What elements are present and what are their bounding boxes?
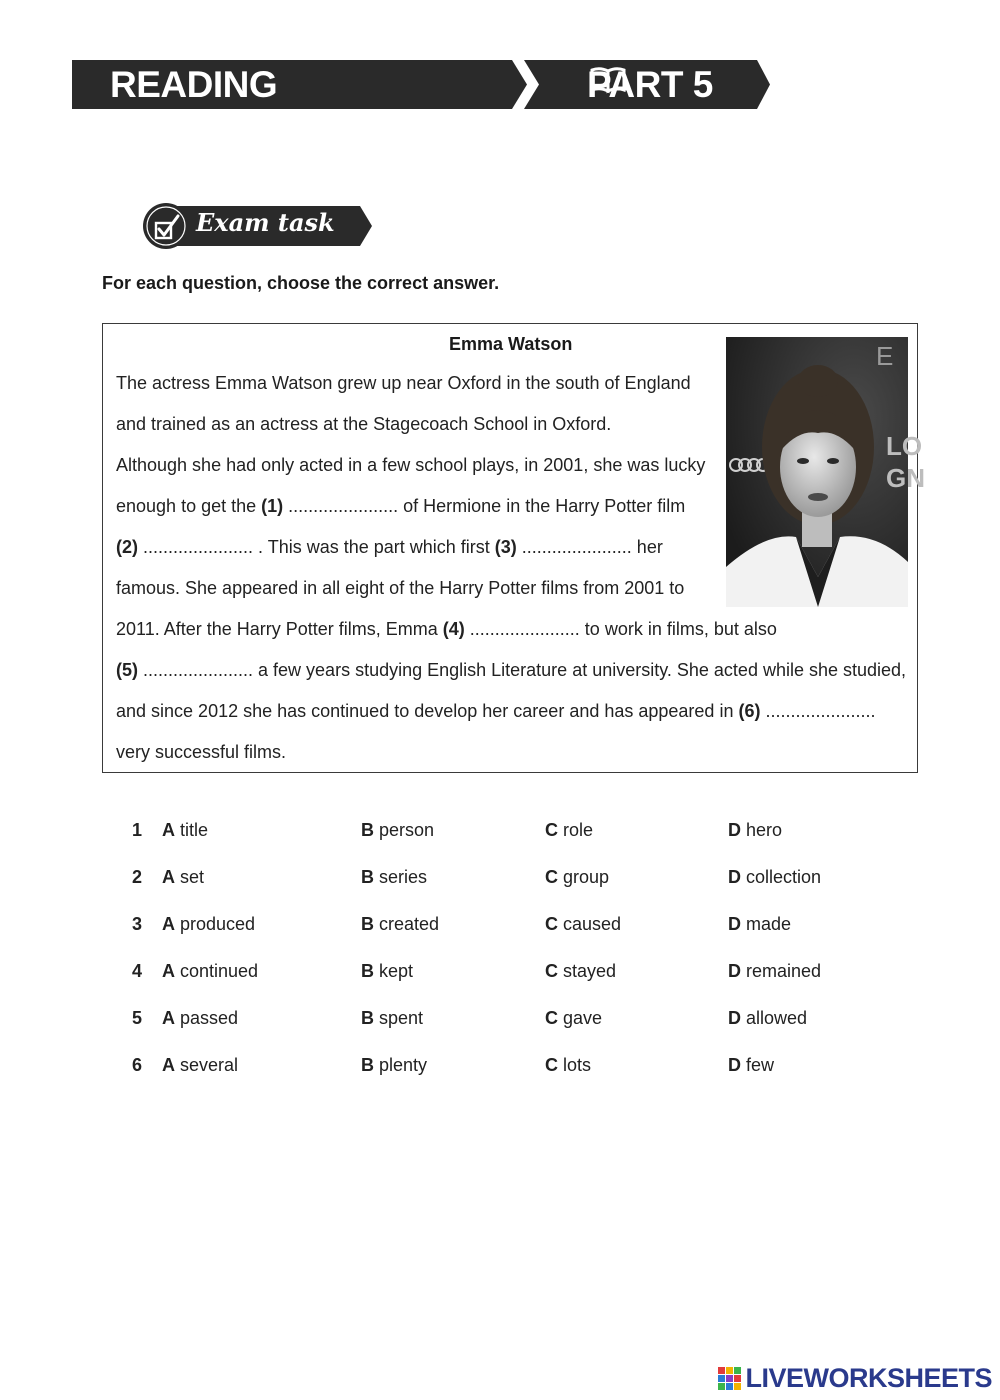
option-word: gave <box>563 1008 603 1028</box>
answer-option[interactable] <box>545 867 609 888</box>
option-word: produced <box>180 914 256 934</box>
article-text: ...................... to work in films, but also <box>464 619 777 639</box>
option-letter: D <box>728 914 741 934</box>
answer-option[interactable] <box>545 1055 591 1076</box>
option-letter: D <box>728 1055 741 1075</box>
question-row <box>130 1055 890 1102</box>
answer-option[interactable] <box>728 914 791 935</box>
option-letter: D <box>728 820 741 840</box>
option-letter: C <box>545 867 558 887</box>
photo-emma-watson <box>726 337 925 607</box>
option-word: caused <box>563 914 622 934</box>
article-text: very successful films. <box>116 742 287 762</box>
part-title <box>587 64 713 106</box>
answer-option[interactable] <box>162 867 204 888</box>
article-text: and since 2012 she has continued to develop her career and has appeared in <box>116 701 739 721</box>
open-book-icon <box>589 66 627 94</box>
article-line <box>116 537 663 558</box>
question-number: 5 <box>132 1008 143 1028</box>
option-word: allowed <box>746 1008 808 1028</box>
article-text: ...................... of Hermione in the Harry Potter film <box>283 496 686 516</box>
gap-number: (6) <box>738 701 761 721</box>
answer-option[interactable] <box>162 961 258 982</box>
answer-option[interactable] <box>361 961 413 982</box>
article-text: The actress Emma Watson grew up near Oxford in the south of England <box>116 373 691 393</box>
reading-text-box <box>102 323 925 773</box>
option-letter: C <box>545 961 558 981</box>
question-row <box>130 961 890 1008</box>
option-letter: C <box>545 820 558 840</box>
answer-option[interactable] <box>728 961 821 982</box>
answer-option[interactable] <box>361 867 427 888</box>
answer-option[interactable] <box>728 1055 774 1076</box>
liveworksheets-logo <box>718 1363 992 1394</box>
article-text: Although she had only acted in a few school plays, in 2001, she was lucky <box>116 455 706 475</box>
question-row <box>130 914 890 961</box>
option-word: few <box>746 1055 775 1075</box>
option-word: title <box>180 820 209 840</box>
option-letter: C <box>545 1008 558 1028</box>
gap-number: (2) <box>116 537 138 557</box>
option-word: created <box>379 914 440 934</box>
option-letter: A <box>162 914 175 934</box>
option-letter: D <box>728 961 741 981</box>
option-word: several <box>180 1055 239 1075</box>
svg-text:GN: GN <box>886 463 925 493</box>
question-number: 6 <box>132 1055 143 1075</box>
option-word: set <box>180 867 205 887</box>
option-letter: A <box>162 1055 175 1075</box>
answer-option[interactable] <box>728 1008 807 1029</box>
option-letter: A <box>162 961 175 981</box>
answer-option[interactable] <box>162 1055 238 1076</box>
option-letter: A <box>162 820 175 840</box>
part-label: PART 5 <box>587 64 713 105</box>
liveworksheets-logo-icon <box>718 1367 742 1391</box>
exam-task-label: Exam task <box>196 208 335 237</box>
answer-option[interactable] <box>361 820 434 841</box>
option-word: plenty <box>379 1055 428 1075</box>
answer-option[interactable] <box>545 820 593 841</box>
answer-option[interactable] <box>162 1008 238 1029</box>
article-line <box>116 742 286 763</box>
option-word: remained <box>746 961 822 981</box>
option-word: stayed <box>563 961 617 981</box>
option-letter: D <box>728 867 741 887</box>
article-title: Emma Watson <box>449 334 573 354</box>
option-letter: B <box>361 1055 374 1075</box>
liveworksheets-logo-text: LIVEWORKSHEETS <box>745 1363 992 1393</box>
answer-option[interactable] <box>545 914 621 935</box>
option-letter: C <box>545 1055 558 1075</box>
instruction-text: For each question, choose the correct answer. <box>102 273 500 293</box>
answer-option[interactable] <box>545 961 616 982</box>
option-word: made <box>746 914 792 934</box>
answer-option[interactable] <box>728 820 782 841</box>
article-text: ...................... her <box>516 537 663 557</box>
article-line <box>116 414 611 435</box>
option-word: kept <box>379 961 414 981</box>
article-text: 2011. After the Harry Potter films, Emma <box>116 619 443 639</box>
option-word: spent <box>379 1008 424 1028</box>
checkbox-tick-icon <box>151 211 183 243</box>
article-text: ...................... . This was the part which first <box>138 537 495 557</box>
gap-number: (1) <box>261 496 284 516</box>
article-text: ...................... <box>760 701 876 721</box>
option-word: continued <box>180 961 259 981</box>
option-letter: A <box>162 867 175 887</box>
article-line <box>116 701 875 722</box>
answer-option[interactable] <box>361 1055 427 1076</box>
question-row <box>130 1008 890 1055</box>
answer-option[interactable] <box>728 867 821 888</box>
article-line <box>116 619 777 640</box>
svg-text:E: E <box>876 341 894 371</box>
option-letter: B <box>361 820 374 840</box>
question-row <box>130 820 890 867</box>
question-number: 2 <box>132 867 143 887</box>
article-text: ...................... a few years studying English Literature at university. She acted while she studied, <box>138 660 907 680</box>
option-word: person <box>379 820 435 840</box>
option-word: group <box>563 867 610 887</box>
answer-option[interactable] <box>162 914 255 935</box>
article-text: and trained as an actress at the Stagecoach School in Oxford. <box>116 414 612 434</box>
option-letter: C <box>545 914 558 934</box>
gap-number: (5) <box>116 660 138 680</box>
option-letter: B <box>361 1008 374 1028</box>
exam-task-badge <box>142 202 374 250</box>
option-word: collection <box>746 867 822 887</box>
answer-option[interactable] <box>361 1008 423 1029</box>
question-number: 4 <box>132 961 143 981</box>
article-line <box>116 578 684 599</box>
option-letter: B <box>361 867 374 887</box>
answer-option[interactable] <box>545 1008 602 1029</box>
question-number: 3 <box>132 914 143 934</box>
option-letter: D <box>728 1008 741 1028</box>
option-letter: A <box>162 1008 175 1028</box>
section-title: READING <box>110 64 278 105</box>
option-word: lots <box>563 1055 592 1075</box>
article-text: famous. She appeared in all eight of the Harry Potter films from 2001 to <box>116 578 685 598</box>
question-row <box>130 867 890 914</box>
article-text: enough to get the <box>116 496 262 516</box>
gap-number: (4) <box>442 619 465 639</box>
section-banner <box>72 60 772 109</box>
answer-option[interactable] <box>162 820 208 841</box>
gap-number: (3) <box>494 537 517 557</box>
option-letter: B <box>361 961 374 981</box>
answer-option[interactable] <box>361 914 439 935</box>
question-number: 1 <box>132 820 143 840</box>
option-word: hero <box>746 820 783 840</box>
article-line <box>116 373 691 394</box>
option-letter: B <box>361 914 374 934</box>
option-word: passed <box>180 1008 239 1028</box>
article-line <box>116 660 906 681</box>
article-line <box>116 496 685 517</box>
option-word: role <box>563 820 594 840</box>
article-line <box>116 455 705 476</box>
option-word: series <box>379 867 428 887</box>
svg-text:LO: LO <box>886 431 923 461</box>
answer-options <box>130 820 890 1102</box>
